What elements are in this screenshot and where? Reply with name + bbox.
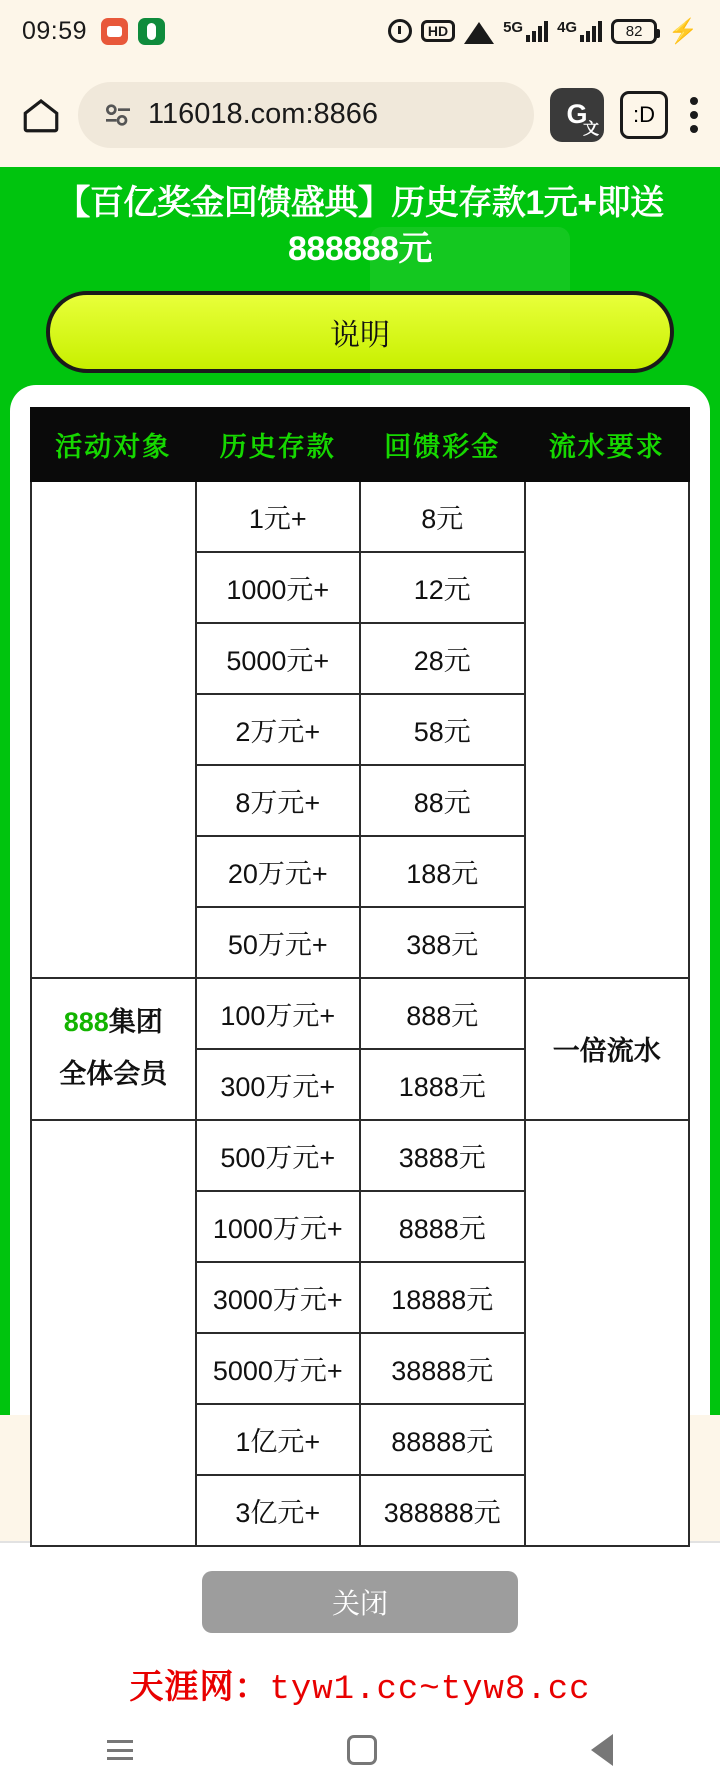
status-bar <box>0 0 720 62</box>
bonus-cell: 28元 <box>360 623 525 694</box>
page-title: 【百亿奖金回馈盛典】历史存款1元+即送888888元 <box>56 184 664 268</box>
battery-icon <box>611 19 657 44</box>
bonus-cell: 888元 <box>360 978 525 1049</box>
web-page <box>0 167 720 1779</box>
tab-switcher-button[interactable]: :D <box>620 91 668 139</box>
deposit-cell: 1000元+ <box>196 552 361 623</box>
column-header-deposit: 历史存款 <box>196 408 361 481</box>
bonus-cell: 88元 <box>360 765 525 836</box>
bonus-cell: 8888元 <box>360 1191 525 1262</box>
deposit-cell: 1000万元+ <box>196 1191 361 1262</box>
translate-icon[interactable] <box>550 88 604 142</box>
column-header-target: 活动对象 <box>31 408 196 481</box>
bonus-cell: 188元 <box>360 836 525 907</box>
deposit-cell: 1亿元+ <box>196 1404 361 1475</box>
member-label-rest: 集团 <box>108 1007 163 1038</box>
bonus-cell: 18888元 <box>360 1262 525 1333</box>
wager-requirement-cell: 一倍流水 <box>525 978 690 1120</box>
app-green-icon <box>138 18 165 45</box>
deposit-cell: 50万元+ <box>196 907 361 978</box>
target-member-cell <box>31 978 196 1120</box>
deposit-cell: 500万元+ <box>196 1120 361 1191</box>
address-bar[interactable] <box>78 82 534 148</box>
column-header-wager: 流水要求 <box>525 408 690 481</box>
deposit-cell: 20万元+ <box>196 836 361 907</box>
site-name: 天涯网： <box>129 1668 270 1706</box>
bonus-cell: 88888元 <box>360 1404 525 1475</box>
wager-cell-top <box>525 481 690 978</box>
site-watermark <box>0 1659 720 1709</box>
android-navigation-bar <box>0 1721 720 1779</box>
column-header-bonus: 回馈彩金 <box>360 408 525 481</box>
permissions-icon[interactable] <box>102 99 134 131</box>
deposit-cell: 3亿元+ <box>196 1475 361 1546</box>
status-notification-icons <box>101 18 165 45</box>
browser-toolbar <box>0 62 720 167</box>
hd-icon: HD <box>421 20 455 42</box>
signal-4g <box>557 20 602 42</box>
deposit-cell: 5000元+ <box>196 623 361 694</box>
member-label-green: 888 <box>63 1007 109 1038</box>
bonus-cell: 38888元 <box>360 1333 525 1404</box>
deposit-cell: 8万元+ <box>196 765 361 836</box>
table-header-row <box>31 408 689 481</box>
signal-5g <box>503 20 548 42</box>
site-urls: tyw1.cc~tyw8.cc <box>269 1671 591 1709</box>
promo-table-panel <box>10 385 710 1528</box>
alarm-icon <box>388 19 412 43</box>
translate-label: G <box>566 99 588 129</box>
three-dots-icon[interactable] <box>690 97 700 133</box>
bonus-cell: 1888元 <box>360 1049 525 1120</box>
wager-cell-bottom <box>525 1120 690 1546</box>
bonus-cell: 388元 <box>360 907 525 978</box>
wifi-icon <box>464 22 494 44</box>
deposit-cell: 3000万元+ <box>196 1262 361 1333</box>
bonus-cell: 58元 <box>360 694 525 765</box>
deposit-cell: 100万元+ <box>196 978 361 1049</box>
translate-sub-label: 文 <box>582 120 599 138</box>
deposit-cell: 2万元+ <box>196 694 361 765</box>
target-cell-top <box>31 481 196 978</box>
home-nav-icon[interactable] <box>347 1735 377 1765</box>
table-row <box>31 1120 689 1191</box>
table-row <box>31 978 689 1049</box>
bonus-cell: 12元 <box>360 552 525 623</box>
app-red-icon <box>101 18 128 45</box>
close-button[interactable]: 关闭 <box>202 1571 518 1633</box>
deposit-cell: 1元+ <box>196 481 361 552</box>
recent-apps-icon[interactable] <box>107 1740 133 1760</box>
battery-level: 82 <box>625 22 643 40</box>
target-cell-bottom <box>31 1120 196 1546</box>
home-icon[interactable] <box>20 94 62 136</box>
status-system-icons <box>388 17 698 46</box>
bonus-table <box>30 407 690 1547</box>
bonus-cell: 3888元 <box>360 1120 525 1191</box>
network-5g-label: 5G <box>503 19 524 36</box>
footer <box>0 1541 720 1779</box>
status-time: 09:59 <box>22 16 88 45</box>
promo-banner <box>0 167 720 1528</box>
bonus-cell: 388888元 <box>360 1475 525 1546</box>
member-label-line2: 全体会员 <box>59 1058 168 1089</box>
bonus-cell: 8元 <box>360 481 525 552</box>
table-row <box>31 481 689 552</box>
back-nav-icon[interactable] <box>591 1734 613 1766</box>
explain-button[interactable]: 说明 <box>46 291 674 373</box>
deposit-cell: 5000万元+ <box>196 1333 361 1404</box>
deposit-cell: 300万元+ <box>196 1049 361 1120</box>
charging-bolt-icon: ⚡ <box>668 17 698 45</box>
url-text[interactable]: 116018.com:8866 <box>148 98 379 130</box>
network-4g-label: 4G <box>557 19 578 36</box>
